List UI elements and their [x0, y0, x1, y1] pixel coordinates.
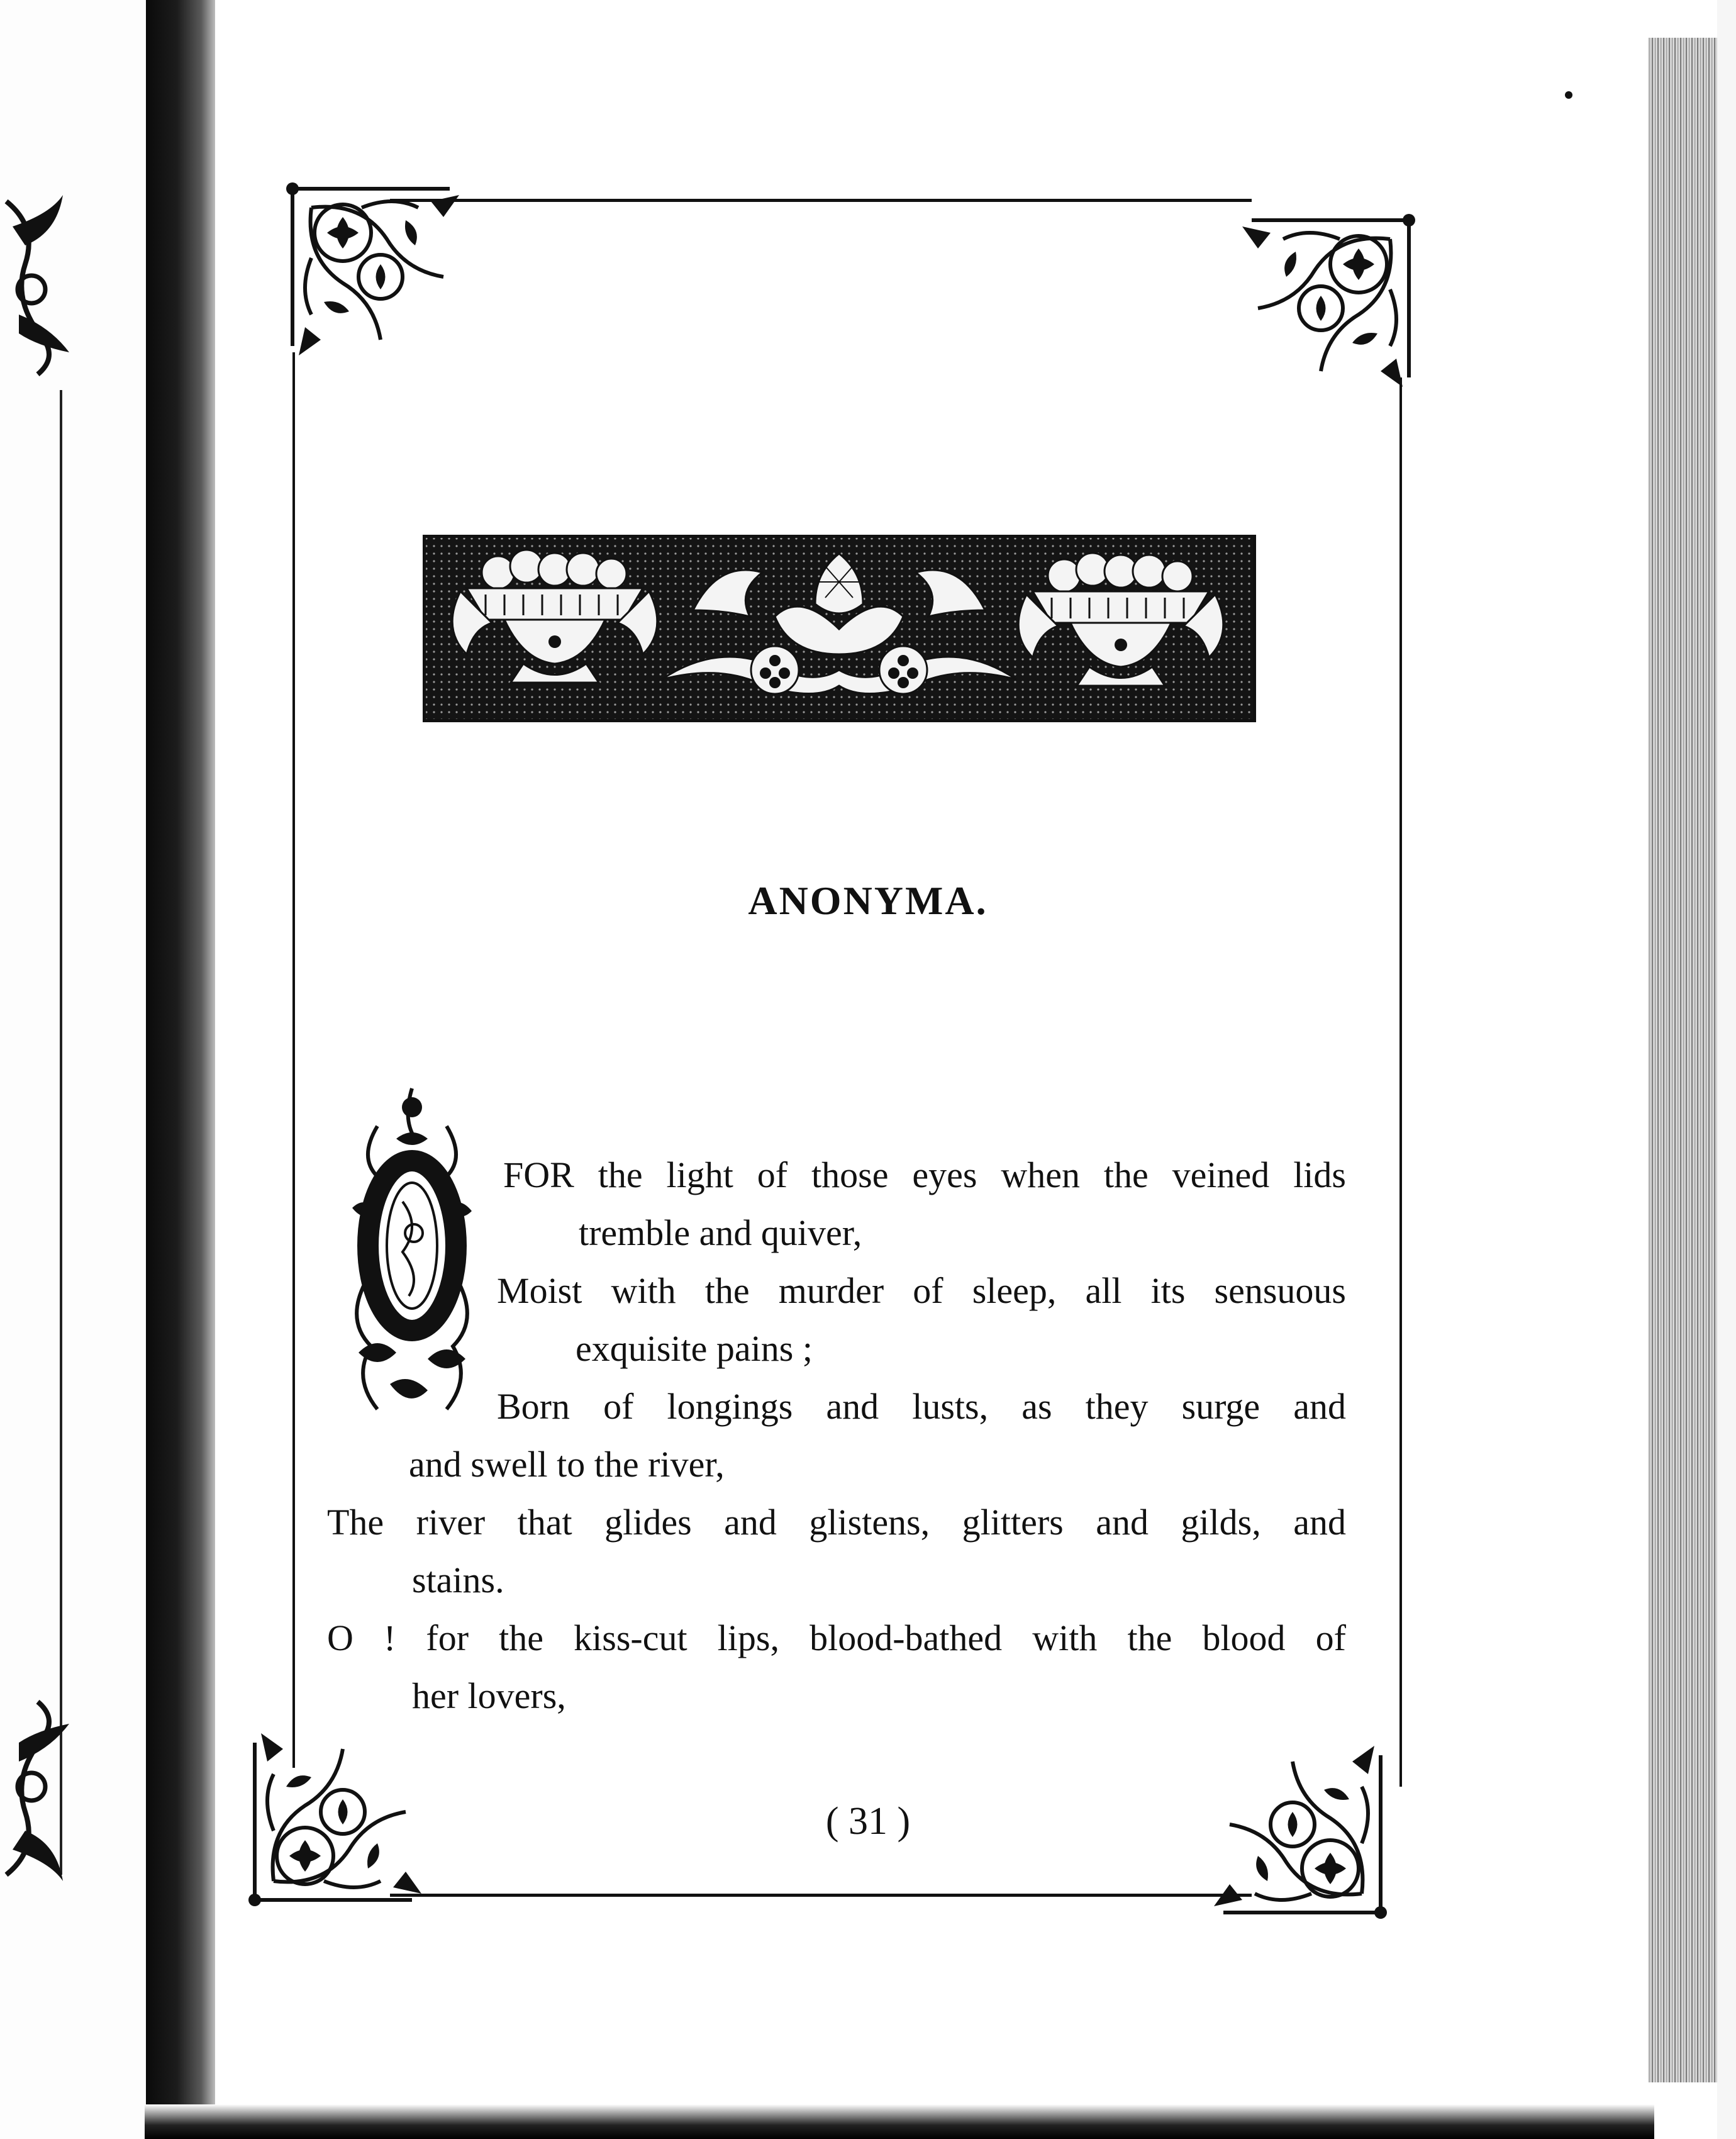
poem-line: Born of longings and lusts, as they surge and [497, 1386, 1346, 1427]
frame-bottom-rule [390, 1894, 1252, 1897]
poem-body [327, 1146, 1346, 1725]
poem-line: her lovers, [412, 1675, 566, 1716]
left-page-ornament-icon [0, 1699, 82, 1887]
poem-line: tremble and quiver, [579, 1212, 862, 1253]
left-page-border-rule [60, 390, 62, 1875]
floral-corner-icon [1233, 214, 1415, 396]
book-page-edges [1648, 38, 1717, 2082]
frame-left-rule [292, 352, 295, 1768]
poem-line: Moist with the murder of sleep, all its sensuous [497, 1270, 1346, 1311]
poem-line: The river that glides and glistens, glitters and gilds, and [327, 1502, 1346, 1543]
left-page-ornament-icon [0, 189, 82, 377]
page-number: ( 31 ) [825, 1800, 911, 1843]
frame-right-rule [1399, 377, 1402, 1787]
frame-top-rule [390, 199, 1252, 202]
poem-line: and swell to the river, [409, 1444, 725, 1485]
bottom-shadow [145, 2104, 1654, 2139]
poem-line: exquisite pains ; [576, 1328, 813, 1369]
poem-line: FOR the light of those eyes when the veined lids [503, 1154, 1346, 1195]
ink-speck [1565, 91, 1572, 99]
poem-title: ANONYMA. [748, 878, 988, 923]
floral-corner-icon [286, 182, 469, 365]
poem-line: stains. [412, 1560, 504, 1600]
poem-line: O ! for the kiss-cut lips, blood-bathed with the blood of [327, 1617, 1346, 1658]
fruit-basket-headpiece-icon [423, 535, 1256, 722]
drop-cap-letter: O [411, 1244, 413, 1245]
